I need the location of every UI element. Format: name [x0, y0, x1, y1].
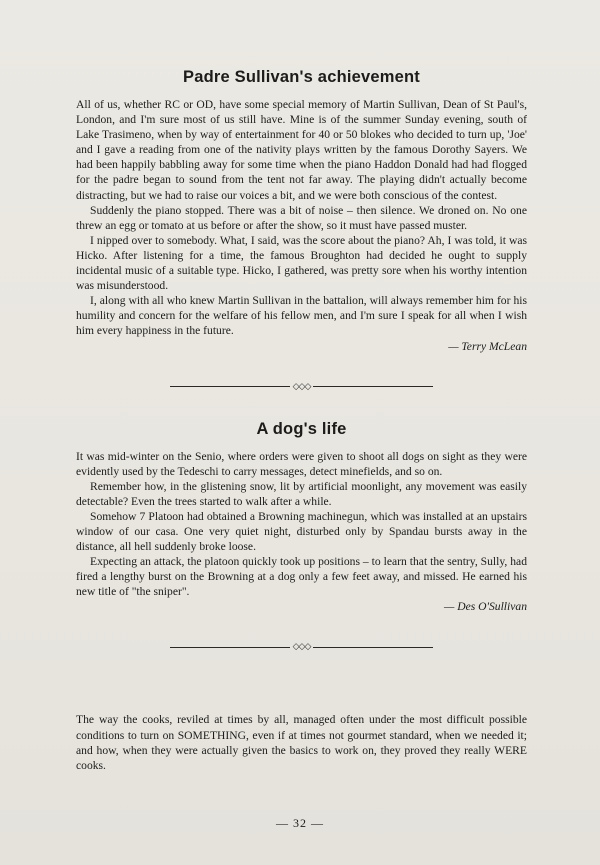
ornament-icon: ◇◇◇ — [292, 381, 311, 392]
paragraph: All of us, whether RC or OD, have some special memory of Martin Sullivan, Dean of St Paul's, London, and I'm sure most of us still have. Mine is of the summer Sunday evening, south of Lake Trasimeno, when by way of entertainment for 40 or 50 blokes who decided to turn up, 'Joe' and I gave a reading from one of the nativity plays written by the famous Dorothy Sayers. We had been happily babbling away for some time when the piano Haddon Donald had had flogged for the padre began to sound from the tent not far away. The playing didn't actually become distracting, but we had to raise our voices a bit, and we were both conscious of the contest. — [76, 98, 527, 202]
article-body — [76, 449, 527, 600]
paragraph: Somehow 7 Platoon had obtained a Browning machinegun, which was installed at an upstairs window of our casa. One very quiet night, disturbed only by Spandau bursts away in the distance, all hell suddenly broke loose. — [76, 509, 527, 554]
paragraph: The way the cooks, reviled at times by all, managed often under the most difficult possible conditions to turn on SOMETHING, even if at times not gourmet standard, when we needed it; and how, when they were actually given the basics to work on, they proved they really WERE cooks. — [76, 713, 527, 772]
divider-rule — [313, 647, 433, 648]
paragraph: It was mid-winter on the Senio, where orders were given to shoot all dogs on sight as they were evidently used by the Tedeschi to carry messages, detect minefields, and so on. — [76, 449, 527, 478]
article-title: A dog's life — [256, 419, 347, 438]
article-dogs-life — [76, 420, 527, 615]
section-divider — [76, 380, 527, 394]
article-padre-sullivan — [76, 68, 527, 354]
author-signature: — Des O'Sullivan — [444, 600, 527, 614]
section-divider — [76, 640, 527, 654]
ornament-icon: ◇◇◇ — [292, 642, 311, 653]
paragraph: Expecting an attack, the platoon quickly took up positions – to learn that the sentry, Sully, had fired a lengthy burst on the Browning at a dog only a few feet away, and missed. He earned his new title of "the sniper". — [76, 555, 527, 599]
divider-rule — [313, 386, 433, 387]
article-body — [76, 97, 527, 339]
paragraph: Suddenly the piano stopped. There was a bit of noise – then silence. We droned on. No one threw an egg or tomato at us before or after the show, so it must have passed muster. — [76, 203, 527, 232]
article-body — [76, 712, 527, 772]
author-signature: — Terry McLean — [448, 339, 527, 353]
paragraph: Remember how, in the glistening snow, lit by artificial moonlight, any movement was easily detectable? Even the trees started to walk after a while. — [76, 479, 527, 508]
divider-rule — [170, 647, 290, 648]
divider-rule — [170, 386, 290, 387]
paragraph: I nipped over to somebody. What, I said, was the score about the piano? Ah, I was told, it was Hicko. After listening for a time, the famous Broughton had decided he ought to supply incidental music of a suitable type. Hicko, I gathered, was pretty sore when his worthy intention was misunderstood. — [76, 233, 527, 293]
page-number: — 32 — — [276, 816, 324, 830]
paragraph: I, along with all who knew Martin Sullivan in the battalion, will always remember him for his humility and concern for the welfare of his fellow men, and I'm sure I speak for all when I wish him every happiness in the future. — [76, 294, 527, 338]
article-cooks — [76, 712, 527, 772]
article-title: Padre Sullivan's achievement — [183, 68, 420, 86]
